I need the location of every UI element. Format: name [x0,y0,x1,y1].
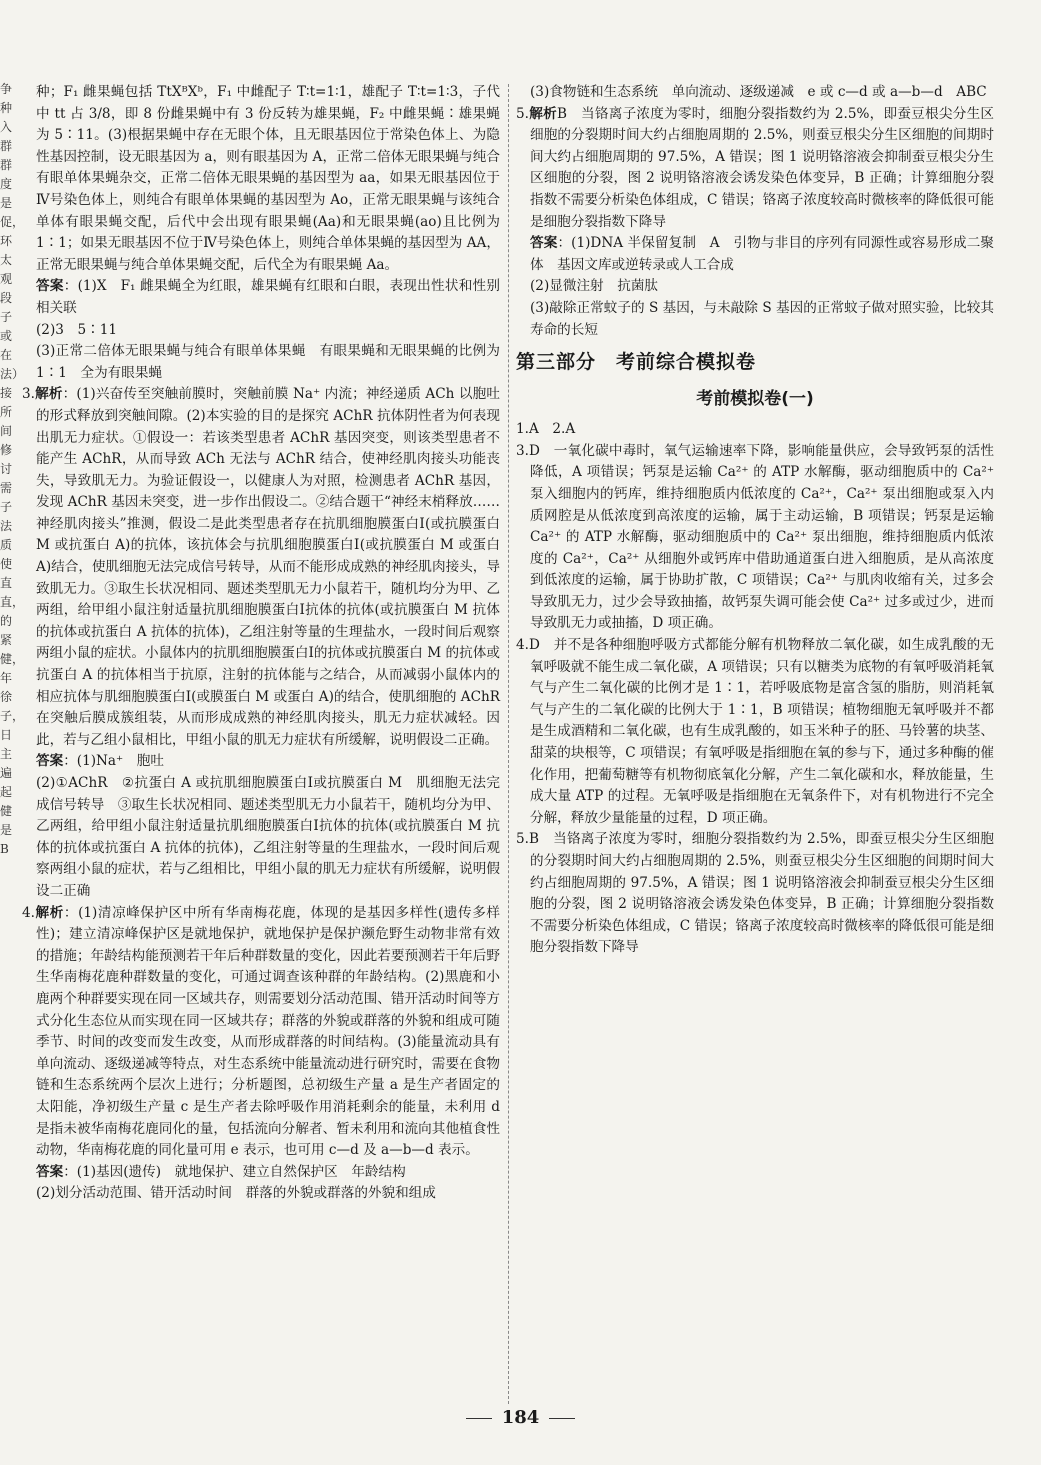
mc-q5-explanation [516,829,994,959]
q3-analysis [22,384,500,751]
q5-answer-line-3: (3)敲除正常蚊子的 S 基因，与未敲除 S 基因的正常蚊子做对照实验，比较其寿命的长短 [530,299,994,338]
right-column [516,82,994,959]
question-number: 4. [516,637,529,654]
q3-answer-line-2: (2)①AChR ②抗蛋白 A 或抗肌细胞膜蛋白Ⅰ或抗膜蛋白 M 肌细胞无法完成信号转导 ③取生长状况相同、题述类型肌无力小鼠若干，随机均分为甲、乙两组，给甲组小鼠注射适量抗肌细胞膜蛋白Ⅰ抗体的抗体(或抗膜蛋白 M 抗体的抗体或抗蛋白 A 抗体的抗体)，乙组注射等量的生理盐水，一段时间后观察两组小鼠的症状，若与乙组相比，甲组小鼠的肌无力症状有所缓解，说明假设二正确 [36,775,500,899]
q4-analysis [22,903,500,1162]
q5-answer-line-1 [516,233,994,276]
left-margin-bleed-text: 争种入群群度是促，环太观段子或在法）接所间修讨需子法质使直直，的紧健，年徐子，日主遍起健是B [0,82,25,856]
answer-text: ：(1)Na⁺ 胞吐 [63,753,164,770]
analysis-text: B 当铬离子浓度为零时，细胞分裂指数约为 2.5%，即蚕豆根尖分生区细胞的分裂期时间大约占细胞周期的 2.5%，则蚕豆根尖分生区细胞的间期时间大约占细胞周期的 97.5%，A 错误；图 1 说明铬溶液会抑制蚕豆根尖分生区细胞的分裂，图 2 说明铬溶液会诱发染色体变异，B 正确；计算细胞分裂指数不需要分析染色体组成，C 错误；铬离子浓度较高时微核率的降低很可能是细胞分裂指数下降导 [530,105,995,230]
explanation-text: D 一氧化碳中毒时，氧气运输速率下降，影响能量供应，会导致钙泵的活性降低，A 项错误；钙泵是运输 Ca²⁺ 的 ATP 水解酶，驱动细胞质中的 Ca²⁺ 泵入细胞内的钙库，维持细胞质内低浓度的 Ca²⁺，Ca²⁺ 泵出细胞或泵入内质网腔是从低浓度到高浓度的运输，属于主动运输，B 项错误；钙泵是运输 Ca²⁺ 的 ATP 水解酶，驱动细胞质中的 Ca²⁺ 泵出细胞，维持细胞质内低浓度的 Ca²⁺，Ca²⁺ 从细胞外或钙库中借助通道蛋白进入细胞质，是从高浓度到低浓度的运输，属于协助扩散，C 项错误；Ca²⁺ 与肌肉收缩有关，过多会导致肌无力，过少会导致抽搐，故钙泵失调可能会使 Ca²⁺ 过多或过少，进而导致肌无力或抽搐，D 项正确。 [528,442,994,632]
mc-q4-explanation [516,635,994,829]
exam-title: 考前模拟卷(一) [696,389,814,410]
answer-label: 答案 [530,235,558,252]
q2-answer-line-1 [22,276,500,319]
left-column [22,82,500,1205]
page-number-dash-left [466,1418,492,1419]
analysis-text: ：(1)兴奋传至突触前膜时，突触前膜 Na⁺ 内流；神经递质 ACh 以胞吐的形式释放到突触间隙。(2)本实验的目的是探究 AChR 抗体阴性者为何表现出肌无力症状。①假设一：若该类型患者 AChR 基因突变，则该类型患者不能产生 AChR，从而导致 ACh 无法与 AChR 结合，使神经肌肉接头功能丧失，导致肌无力。为验证假设一，以健康人为对照，检测患者 AChR 基因，发现 AChR 基因未突变，进一步作出假设二。②结合题干“神经末梢释放……神经肌肉接头”推测，假设二是此类型患者存在抗肌细胞膜蛋白Ⅰ(或抗膜蛋白 M 或抗蛋白 A)的抗体，该抗体会与抗肌细胞膜蛋白Ⅰ(或抗膜蛋白 M 或蛋白 A)结合，使肌细胞无法完成信号转导，从而不能形成成熟的神经肌肉接头，导致肌无力。③取生长状况相同、题述类型肌无力小鼠若干，随机均分为甲、乙两组，给甲组小鼠注射适量抗肌细胞膜蛋白Ⅰ抗体的抗体(或抗膜蛋白 M 抗体的抗体或抗蛋白 A 抗体的抗体)，乙组注射等量的生理盐水，一段时间后观察两组小鼠的症状。小鼠体内的抗肌细胞膜蛋白Ⅰ的抗体或抗膜蛋白 M 的抗体或抗蛋白 A 的抗体相当于抗原，注射的抗体能与之结合，从而减弱小鼠体内的相应抗体与肌细胞膜蛋白Ⅰ(或膜蛋白 M 或蛋白 A)的结合，使肌细胞的 AChR 在突触后膜成簇组装，从而形成成熟的神经肌肉接头，肌无力症状减轻。因此，若与乙组小鼠相比，甲组小鼠的肌无力症状有所缓解，说明假设二正确。 [36,386,501,748]
answer-text: ：(1)X F₁ 雌果蝇全为红眼，雄果蝇有红眼和白眼，表现出性状和性别相关联 [36,278,501,316]
q5-analysis [516,104,994,234]
mc-q3-explanation [516,441,994,635]
q3-answer-line-1 [22,751,500,773]
mc-answers-1-2: 1.A 2.A [516,421,576,438]
analysis-label: 解析 [528,105,557,122]
analysis-text: ：(1)清凉峰保护区中所有华南梅花鹿，体现的是基因多样性(遗传多样性)；建立清凉峰保护区是就地保护，就地保护是保护濒危野生动物非常有效的措施；年龄结构能预测若干年后种群数量的变化，因此若要预测若干年后野生华南梅花鹿种群数量的变化，可通过调查该种群的年龄结构。(2)黑鹿和小鹿两个种群要实现在同一区域共存，则需要划分活动范围、错开活动时间等方式分化生态位从而实现在同一区域共存；群落的外貌或群落的外貌和组成可随季节、时间的改变而发生改变，从而形成群落的时间结构。(3)能量流动具有单向流动、逐级递减等特点，对生态系统中能量流动进行研究时，需要在食物链和生态系统两个层次上进行；分析题图，总初级生产量 a 是生产者固定的太阳能，净初级生产量 c 是生产者去除呼吸作用消耗剩余的能量，未利用 d 是指未被华南梅花鹿同化的量，包括流向分解者、暂未利用和流向其他植食性动物，华南梅花鹿的同化量可用 e 表示，也可用 c—d 及 a—b—d 表示。 [36,904,500,1159]
question-number: 4. [22,904,35,921]
answer-label: 答案 [36,1163,64,1180]
explanation-text: B 当铬离子浓度为零时，细胞分裂指数约为 2.5%，即蚕豆根尖分生区细胞的分裂期时间大约占细胞周期的 2.5%，则蚕豆根尖分生区细胞的间期时间大约占细胞周期的 97.5%，A 错误；图 1 说明铬溶液会抑制蚕豆根尖分生区细胞的分裂，图 2 说明铬溶液会诱发染色体变异，B 正确；计算细胞分裂指数不需要分析染色体组成，C 错误；铬离子浓度较高时微核率的降低很可能是细胞分裂指数下降导 [528,831,994,956]
q4-answer-line-2: (2)划分活动范围、错开活动时间 群落的外貌或群落的外貌和组成 [36,1185,436,1202]
answer-label: 答案 [36,753,64,770]
analysis-label: 解析 [34,904,64,921]
q2-analysis-continued: 种；F₁ 雌果蝇包括 TtXᴮXᵇ，F₁ 中雌配子 T∶t=1∶1，雄配子 T∶t=1∶3，子代中 tt 占 3/8，即 8 份雌果蝇中有 3 份反转为雄果蝇，F₂ 中雌果蝇∶雄果蝇为 5∶11。(3)根据果蝇中存在无眼个体，且无眼基因位于常染色体上、为隐性基因控制，设无眼基因为 a，则有眼基因为 A，正常二倍体无眼果蝇与纯合有眼单体果蝇杂交，正常二倍体无眼果蝇的基因型为 aa，如果无眼基因位于Ⅳ号染色体上，则纯合有眼单体果蝇的基因型为 Ao，正常无眼果蝇与该纯合单体有眼果蝇交配，后代中会出现有眼果蝇(Aa)和无眼果蝇(ao)且比例为1∶1；如果无眼基因不位于Ⅳ号染色体上，则纯合单体果蝇的基因型为 AA，正常无眼果蝇与纯合单体果蝇交配，后代全为有眼果蝇 Aa。 [36,84,500,273]
page-number [0,1407,1041,1428]
column-divider [508,84,509,1404]
q4-answer-line-1 [22,1162,500,1184]
answer-label: 答案 [36,278,64,295]
q2-answer-line-3: (3)正常二倍体无眼果蝇与纯合有眼单体果蝇 有眼果蝇和无眼果蝇的比例为 1∶1 全为有眼果蝇 [36,343,500,381]
answer-text: ：(1)基因(遗传) 就地保护、建立自然保护区 年龄结构 [63,1163,406,1180]
question-number: 5. [516,105,529,122]
q5-answer-line-2: (2)显微注射 抗菌肽 [530,278,659,295]
section-heading: 第三部分 考前综合模拟卷 [516,351,757,374]
q4-answer-line-3: (3)食物链和生态系统 单向流动、逐级递减 e 或 c—d 或 a—b—d ABC [530,84,987,100]
analysis-label: 解析 [34,386,63,403]
page-number-value: 184 [501,1407,540,1428]
explanation-text: D 并不是各种细胞呼吸方式都能分解有机物释放二氧化碳，如生成乳酸的无氧呼吸就不能生成二氧化碳，A 项错误；只有以糖类为底物的有氧呼吸消耗氧气与产生二氧化碳的比例才是 1∶1，若呼吸底物是富含氢的脂肪，则消耗氧气与产生的二氧化碳的比例大于 1∶1，B 项错误；植物细胞无氧呼吸并不都是生成酒精和二氧化碳，也有生成乳酸的，如玉米种子的胚、马铃薯的块茎、甜菜的块根等，C 项错误；有氧呼吸是指细胞在氧的参与下，通过多种酶的催化作用，把葡萄糖等有机物彻底氧化分解，产生二氧化碳和水，释放能量，生成大量 ATP 的过程。无氧呼吸是指细胞在无氧条件下，对有机物进行不完全分解，释放少量能量的过程，D 项正确。 [528,637,994,826]
question-number: 5. [516,831,529,848]
page-number-dash-right [549,1418,575,1419]
q2-answer-line-2: (2)3 5∶11 [36,321,118,338]
answer-text: ：(1)DNA 半保留复制 A 引物与非目的序列有同源性或容易形成二聚体 基因文库或逆转录或人工合成 [530,235,995,273]
question-number: 3. [22,386,35,403]
question-number: 3. [516,442,529,459]
